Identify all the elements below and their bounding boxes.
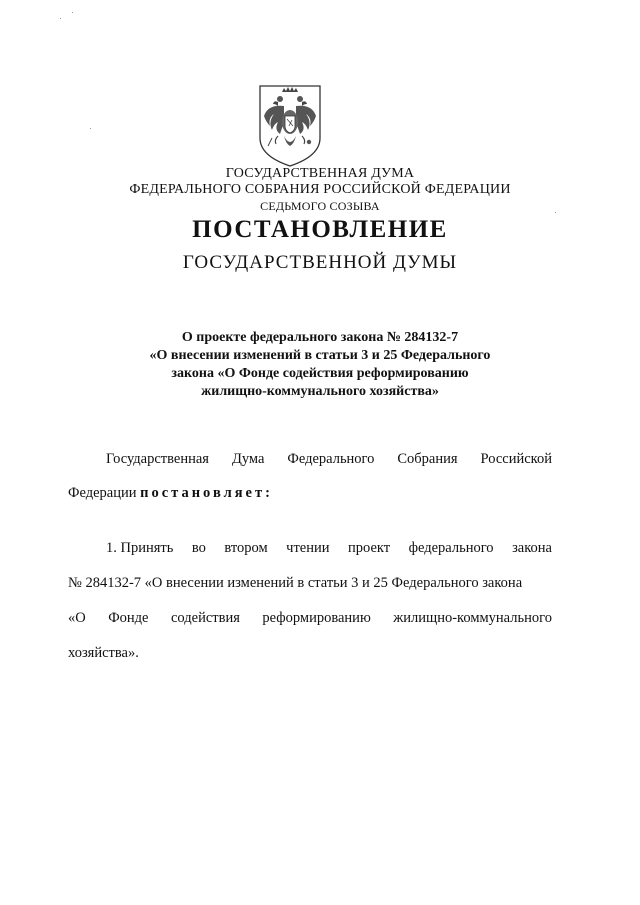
preamble-word: Федерального	[287, 451, 375, 467]
clause-word: жилищно-коммунального	[393, 610, 552, 626]
coat-of-arms-icon	[254, 82, 326, 168]
clause-line: хозяйства».	[68, 645, 139, 661]
clause-word: федерального	[408, 540, 494, 556]
clause-line: № 284132-7 «О внесении изменений в статьи 3 и 25 Федерального закона	[68, 575, 523, 591]
preamble-word: Российской	[480, 451, 552, 467]
preamble-word: Дума	[231, 451, 265, 467]
scan-speck	[60, 18, 61, 19]
preamble-word: Государственная	[106, 451, 209, 467]
scan-speck	[555, 212, 556, 213]
clause-word: втором	[224, 540, 268, 556]
document-title-line: «О внесении изменений в статьи 3 и 25 Федерального	[149, 348, 491, 363]
resolves-keyword: постановляет:	[140, 485, 273, 501]
clause-word: «О	[68, 610, 86, 626]
clause-word: 1. Принять	[106, 540, 174, 556]
clause-word: реформированию	[262, 610, 371, 626]
header-organization: ГОСУДАРСТВЕННАЯ ДУМА	[225, 166, 415, 181]
header-assembly: ФЕДЕРАЛЬНОГО СОБРАНИЯ РОССИЙСКОЙ ФЕДЕРАЦИИ	[129, 182, 511, 197]
header-convocation: СЕДЬМОГО СОЗЫВА	[260, 199, 380, 213]
document-subtype: ГОСУДАРСТВЕННОЙ ДУМЫ	[182, 252, 458, 273]
clause-word: чтении	[286, 540, 330, 556]
document-title-line: О проекте федерального закона № 284132-7	[181, 330, 459, 345]
scan-speck	[90, 128, 91, 129]
clause-line	[106, 540, 552, 557]
clause-word: Фонде	[108, 610, 149, 626]
document-type: ПОСТАНОВЛЕНИЕ	[192, 216, 448, 243]
preamble-word: Федерации	[68, 485, 137, 501]
clause-word: закона	[512, 540, 552, 556]
document-title-line: жилищно-коммунального хозяйства»	[201, 384, 439, 399]
preamble-line	[106, 451, 552, 468]
clause-word: содействия	[170, 610, 240, 626]
clause-word: проект	[348, 540, 391, 556]
clause-line	[68, 610, 552, 627]
clause-word: во	[191, 540, 206, 556]
scan-speck	[72, 12, 73, 13]
preamble-word: Собрания	[397, 451, 458, 467]
document-title-line: закона «О Фонде содействия реформированию	[171, 366, 469, 381]
preamble-line	[68, 485, 273, 502]
